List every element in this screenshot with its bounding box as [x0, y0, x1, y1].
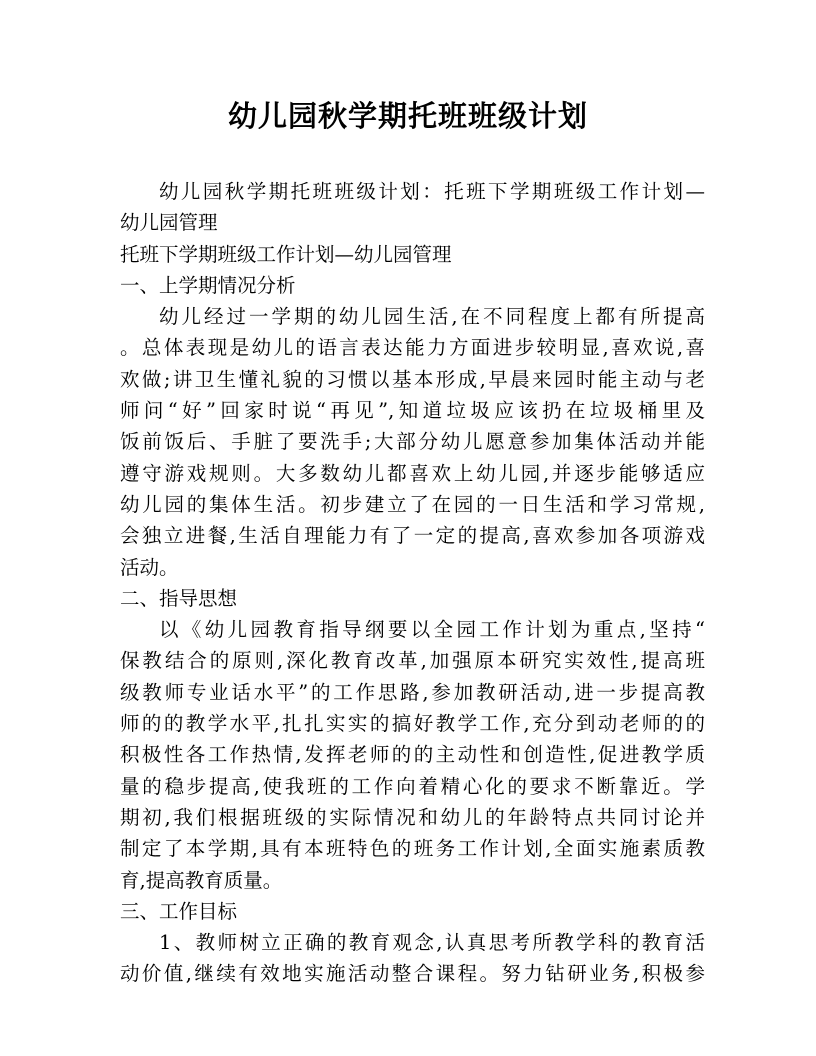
body-line: 动价值,继续有效地实施活动整合课程。努力钻研业务,积极参 — [120, 962, 705, 986]
body-line: 1、教师树立正确的教育观念,认真思考所教学科的教育活 — [159, 931, 705, 955]
body-line: 师问“好”回家时说“再见”,知道垃圾应该扔在垃圾桶里及 — [120, 399, 705, 423]
body-line: 级教师专业话水平”的工作思路,参加教研活动,进一步提高教 — [120, 680, 705, 704]
body-line: 三、工作目标 — [120, 899, 238, 923]
body-line: 以《幼儿园教育指导纲要以全园工作计划为重点,坚持“ — [159, 618, 705, 642]
body-line: 幼儿园管理 — [120, 211, 218, 235]
document-body — [120, 176, 705, 990]
body-line: 遵守游戏规则。大多数幼儿都喜欢上幼儿园,并逐步能够适应 — [120, 461, 705, 485]
document-title: 幼儿园秋学期托班班级计划 — [227, 99, 588, 133]
body-line: 幼儿园的集体生活。初步建立了在园的一日生活和学习常规, — [120, 492, 705, 516]
body-line: 积极性各工作热情,发挥老师的的主动性和创造性,促进教学质 — [120, 743, 705, 767]
body-line: 会独立进餐,生活自理能力有了一定的提高,喜欢参加各项游戏 — [120, 524, 705, 548]
body-line: 幼儿经过一学期的幼儿园生活,在不同程度上都有所提高 — [159, 305, 705, 329]
body-line: 师的的教学水平,扎扎实实的搞好教学工作,充分到动老师的的 — [120, 712, 705, 736]
body-line: 托班下学期班级工作计划—幼儿园管理 — [120, 242, 452, 266]
body-line: 二、指导思想 — [120, 586, 238, 610]
body-line: 期初,我们根据班级的实际情况和幼儿的年龄特点共同讨论并 — [120, 805, 705, 829]
body-line: 一、上学期情况分析 — [120, 273, 296, 297]
body-line: 保教结合的原则,深化教育改革,加强原本研究实效性,提高班 — [120, 649, 705, 673]
body-line: 欢做;讲卫生懂礼貌的习惯以基本形成,早晨来园时能主动与老 — [120, 367, 705, 391]
body-line: 活动。 — [120, 555, 179, 579]
body-line: 制定了本学期,具有本班特色的班务工作计划,全面实施素质教 — [120, 837, 705, 861]
body-line: 育,提高教育质量。 — [120, 868, 283, 892]
body-line: 量的稳步提高,使我班的工作向着精心化的要求不断靠近。学 — [120, 774, 705, 798]
body-line: 饭前饭后、手脏了要洗手;大部分幼儿愿意参加集体活动并能 — [120, 430, 705, 454]
body-line: 。总体表现是幼儿的语言表达能力方面进步较明显,喜欢说,喜 — [120, 336, 705, 360]
body-line: 幼儿园秋学期托班班级计划：托班下学期班级工作计划— — [159, 180, 705, 203]
